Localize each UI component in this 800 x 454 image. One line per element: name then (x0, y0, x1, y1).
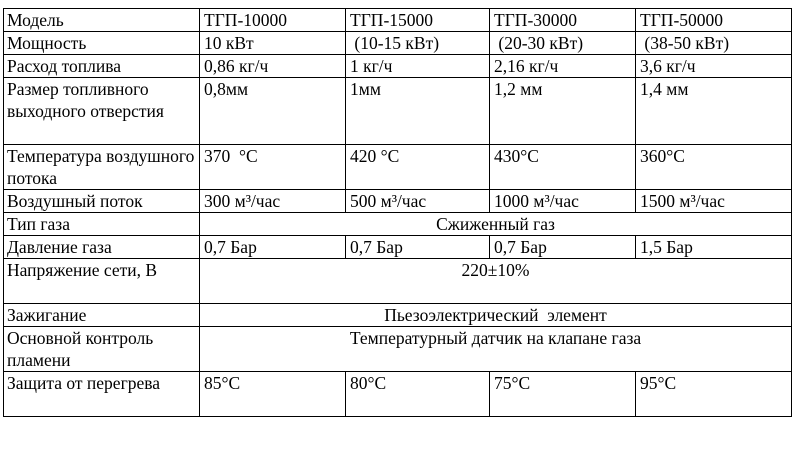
table-row-fuel-consumption (4, 55, 792, 78)
spec-table-container (3, 8, 792, 417)
table-row-flame-control (4, 327, 792, 372)
value-cell: 85°C (200, 372, 346, 417)
row-label: Расход топлива (4, 55, 200, 78)
row-label: Давление газа (4, 236, 200, 259)
table-row-gas-pressure (4, 236, 792, 259)
value-cell: 75°C (490, 372, 636, 417)
row-label: Тип газа (4, 213, 200, 236)
table-row-nozzle-size (4, 78, 792, 145)
value-cell: 500 м³/час (346, 190, 490, 213)
value-cell: 0,86 кг/ч (200, 55, 346, 78)
value-cell: 1,4 мм (636, 78, 792, 145)
value-cell: 0,7 Бар (200, 236, 346, 259)
row-label: Мощность (4, 32, 200, 55)
merged-value-cell: Сжиженный газ (200, 213, 792, 236)
value-cell: 3,6 кг/ч (636, 55, 792, 78)
merged-value-cell: Пьезоэлектрический элемент (200, 304, 792, 327)
value-cell: (38-50 кВт) (636, 32, 792, 55)
model-cell: ТГП-15000 (346, 9, 490, 32)
value-cell: (20-30 кВт) (490, 32, 636, 55)
value-cell: (10-15 кВт) (346, 32, 490, 55)
model-cell: ТГП-50000 (636, 9, 792, 32)
table-row-voltage (4, 259, 792, 304)
table-row-header (4, 9, 792, 32)
value-cell: 10 кВт (200, 32, 346, 55)
table-row-overheat-protection (4, 372, 792, 417)
value-cell: 430°C (490, 145, 636, 190)
row-label: Основной контроль пламени (4, 327, 200, 372)
header-label-cell: Модель (4, 9, 200, 32)
merged-value-cell: Температурный датчик на клапане газа (200, 327, 792, 372)
table-row-ignition (4, 304, 792, 327)
value-cell: 95°C (636, 372, 792, 417)
model-cell: ТГП-10000 (200, 9, 346, 32)
value-cell: 300 м³/час (200, 190, 346, 213)
row-label: Защита от перегрева (4, 372, 200, 417)
value-cell: 0,7 Бар (490, 236, 636, 259)
value-cell: 2,16 кг/ч (490, 55, 636, 78)
table-row-airflow (4, 190, 792, 213)
value-cell: 1,2 мм (490, 78, 636, 145)
value-cell: 1 кг/ч (346, 55, 490, 78)
row-label: Воздушный поток (4, 190, 200, 213)
row-label: Размер топливного выходного отверстия (4, 78, 200, 145)
value-cell: 80°C (346, 372, 490, 417)
value-cell: 360°C (636, 145, 792, 190)
table-row-gas-type (4, 213, 792, 236)
value-cell: 420 °C (346, 145, 490, 190)
value-cell: 0,7 Бар (346, 236, 490, 259)
model-cell: ТГП-30000 (490, 9, 636, 32)
row-label: Зажигание (4, 304, 200, 327)
value-cell: 1000 м³/час (490, 190, 636, 213)
row-label: Напряжение сети, В (4, 259, 200, 304)
value-cell: 370 °C (200, 145, 346, 190)
row-label: Температура воздушного потока (4, 145, 200, 190)
value-cell: 1мм (346, 78, 490, 145)
table-row-power (4, 32, 792, 55)
value-cell: 1500 м³/час (636, 190, 792, 213)
value-cell: 0,8мм (200, 78, 346, 145)
specifications-table (3, 8, 792, 417)
value-cell: 1,5 Бар (636, 236, 792, 259)
merged-value-cell: 220±10% (200, 259, 792, 304)
table-row-airflow-temperature (4, 145, 792, 190)
